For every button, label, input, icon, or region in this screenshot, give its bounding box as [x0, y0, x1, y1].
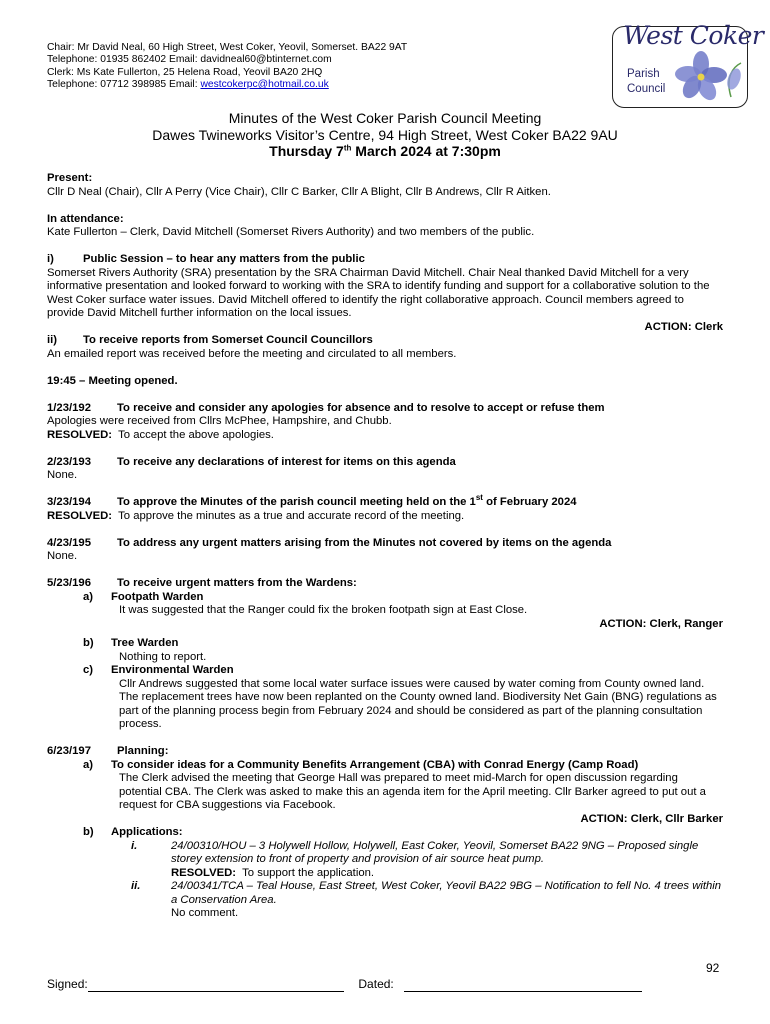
item-197-b: b) Applications: — [83, 826, 183, 838]
item-197-heading: 6/23/197 Planning: — [47, 745, 169, 757]
item-197-a: a) To consider ideas for a Community Benefits Arrangement (CBA) with Conrad Energy (Camp Road) — [83, 758, 639, 771]
signature-footer — [47, 978, 642, 992]
item-192-heading: 1/23/192 To receive and consider any apologies for absence and to resolve to accept or refuse them — [47, 401, 605, 414]
item-193-heading: 2/23/193 To receive any declarations of interest for items on this agenda — [47, 455, 456, 468]
application-2-text: 24/00341/TCA – Teal House, East Street, West Coker, Yeovil BA22 9BG – Notification to fell No. 4 trees within a Conservation Area. — [171, 880, 722, 906]
logo-subtitle: Parish Council — [627, 68, 666, 95]
present-text: Cllr D Neal (Chair), Cllr A Perry (Vice Chair), Cllr C Barker, Cllr A Blight, Cllr B Andrews, Cllr R Aitken. — [47, 185, 551, 198]
heading-date: Thursday 7th March 2024 at 7:30pm — [269, 143, 501, 159]
item-i-heading: i) Public Session – to hear any matters from the public — [47, 253, 365, 265]
item-196-a: a) Footpath Warden — [83, 590, 204, 603]
item-196-b-text: Nothing to report. — [119, 650, 207, 663]
item-193-text: None. — [47, 469, 78, 481]
item-196-c: c) Environmental Warden — [83, 664, 234, 676]
item-ii-heading: ii) To receive reports from Somerset Council Councillors — [47, 334, 373, 346]
item-197-a-action: ACTION: Clerk, Cllr Barker — [580, 812, 723, 825]
application-2-comment: No comment. — [171, 907, 239, 919]
contact-block — [47, 42, 407, 92]
application-2: ii. 24/00341/TCA – Teal House, East Street, West Coker, Yeovil BA22 9BG – Notification to fell No. 4 trees within a Conservation Area. No comment. — [131, 880, 722, 919]
item-192-text: Apologies were received from Cllrs McPhee, Hampshire, and Chubb. — [47, 415, 392, 427]
logo-title: West Coker — [623, 21, 764, 50]
clerk-email-link[interactable]: westcokerpc@hotmail.co.uk — [200, 79, 329, 91]
item-196-a-action: ACTION: Clerk, Ranger — [599, 617, 723, 630]
item-194-resolved: RESOLVED: To approve the minutes as a true and accurate record of the meeting. — [47, 509, 465, 522]
application-1: i. 24/00310/HOU – 3 Holywell Hollow, Holywell, East Coker, Yeovil, Somerset BA22 9NG – Proposed single storey extension to front of property and provision of air source heat pump. RESOLVED: To support the application. — [127, 840, 723, 881]
parish-council-logo — [612, 21, 764, 108]
heading-line-1: Minutes of the West Coker Parish Council Meeting — [228, 110, 542, 126]
attendance-label: In attendance: — [47, 212, 124, 225]
item-i-text: Somerset Rivers Authority (SRA) presentation by the SRA Chairman David Mitchell. Chair Neal thanked David Mitchell for a very informative presentation and looked forward to working with the SRA to identify funding and support for a collaborative solution to the West Coker surface water issues. David Mitchell offered to identify the right collaborative approach. Council members agreed to provide David Mitchell further information on the local issues. — [47, 266, 710, 319]
clerk-address: Clerk: Ms Kate Fullerton, 25 Helena Road, Yeovil BA20 2HQ — [47, 66, 323, 78]
signed-label: Signed: — [47, 977, 88, 991]
signed-line — [88, 979, 344, 992]
application-1-resolved: RESOLVED: To support the application. — [171, 866, 375, 879]
present-label: Present: — [47, 172, 93, 184]
page-number: 92 — [706, 961, 720, 975]
item-195-heading: 4/23/195 To address any urgent matters arising from the Minutes not covered by items on the agenda — [47, 536, 612, 549]
dated-line — [404, 979, 642, 992]
item-194-heading: 3/23/194 To approve the Minutes of the parish council meeting held on the 1st of February 2024 — [47, 493, 577, 508]
item-196-a-text: It was suggested that the Ranger could fix the broken footpath sign at East Close. — [119, 604, 528, 616]
meeting-opened: 19:45 – Meeting opened. — [47, 374, 178, 387]
chair-phone: Telephone: 01935 862402 Email: davidneal60@btinternet.com — [47, 54, 332, 66]
dated-label: Dated: — [358, 977, 394, 991]
item-197-a-text: The Clerk advised the meeting that George Hall was prepared to meet mid-March for open discussion regarding potential CBA. The Clerk was asked to make this an agenda item for the April meeting. Cllr Barker agreed to put out a request for CBA suggestions via Facebook. — [119, 772, 706, 811]
item-195-text: None. — [47, 550, 78, 562]
item-196-heading: 5/23/196 To receive urgent matters from the Wardens: — [47, 577, 357, 589]
minutes-body — [47, 172, 723, 921]
item-196-c-text: Cllr Andrews suggested that some local water surface issues were caused by water coming from County owned land. The replacement trees have now been replanted on the County owned land. Biodiversity Net Gain (BNG) regulations as part of the planning process begin from February 2024 and should be considered as part of the planning consultation process. — [119, 677, 717, 730]
application-1-text: 24/00310/HOU – 3 Holywell Hollow, Holywell, East Coker, Yeovil, Somerset BA22 9NG – Proposed single storey extension to front of property and provision of air source heat pump. — [171, 839, 699, 865]
item-ii-text: An emailed report was received before the meeting and circulated to all members. — [47, 347, 457, 360]
clerk-phone: Telephone: 07712 398985 Email: westcokerpc@hotmail.co.uk — [47, 79, 329, 91]
document-heading — [0, 110, 770, 160]
item-i-action: ACTION: Clerk — [644, 320, 723, 333]
heading-line-2: Dawes Twineworks Visitor’s Centre, 94 High Street, West Coker BA22 9AU — [152, 126, 618, 143]
item-196-b: b) Tree Warden — [83, 637, 179, 649]
item-192-resolved: RESOLVED: To accept the above apologies. — [47, 428, 274, 441]
chair-address: Chair: Mr David Neal, 60 High Street, West Coker, Yeovil, Somerset. BA22 9AT — [47, 42, 408, 53]
attendance-text: Kate Fullerton – Clerk, David Mitchell (Somerset Rivers Authority) and two members of the public. — [47, 226, 535, 238]
